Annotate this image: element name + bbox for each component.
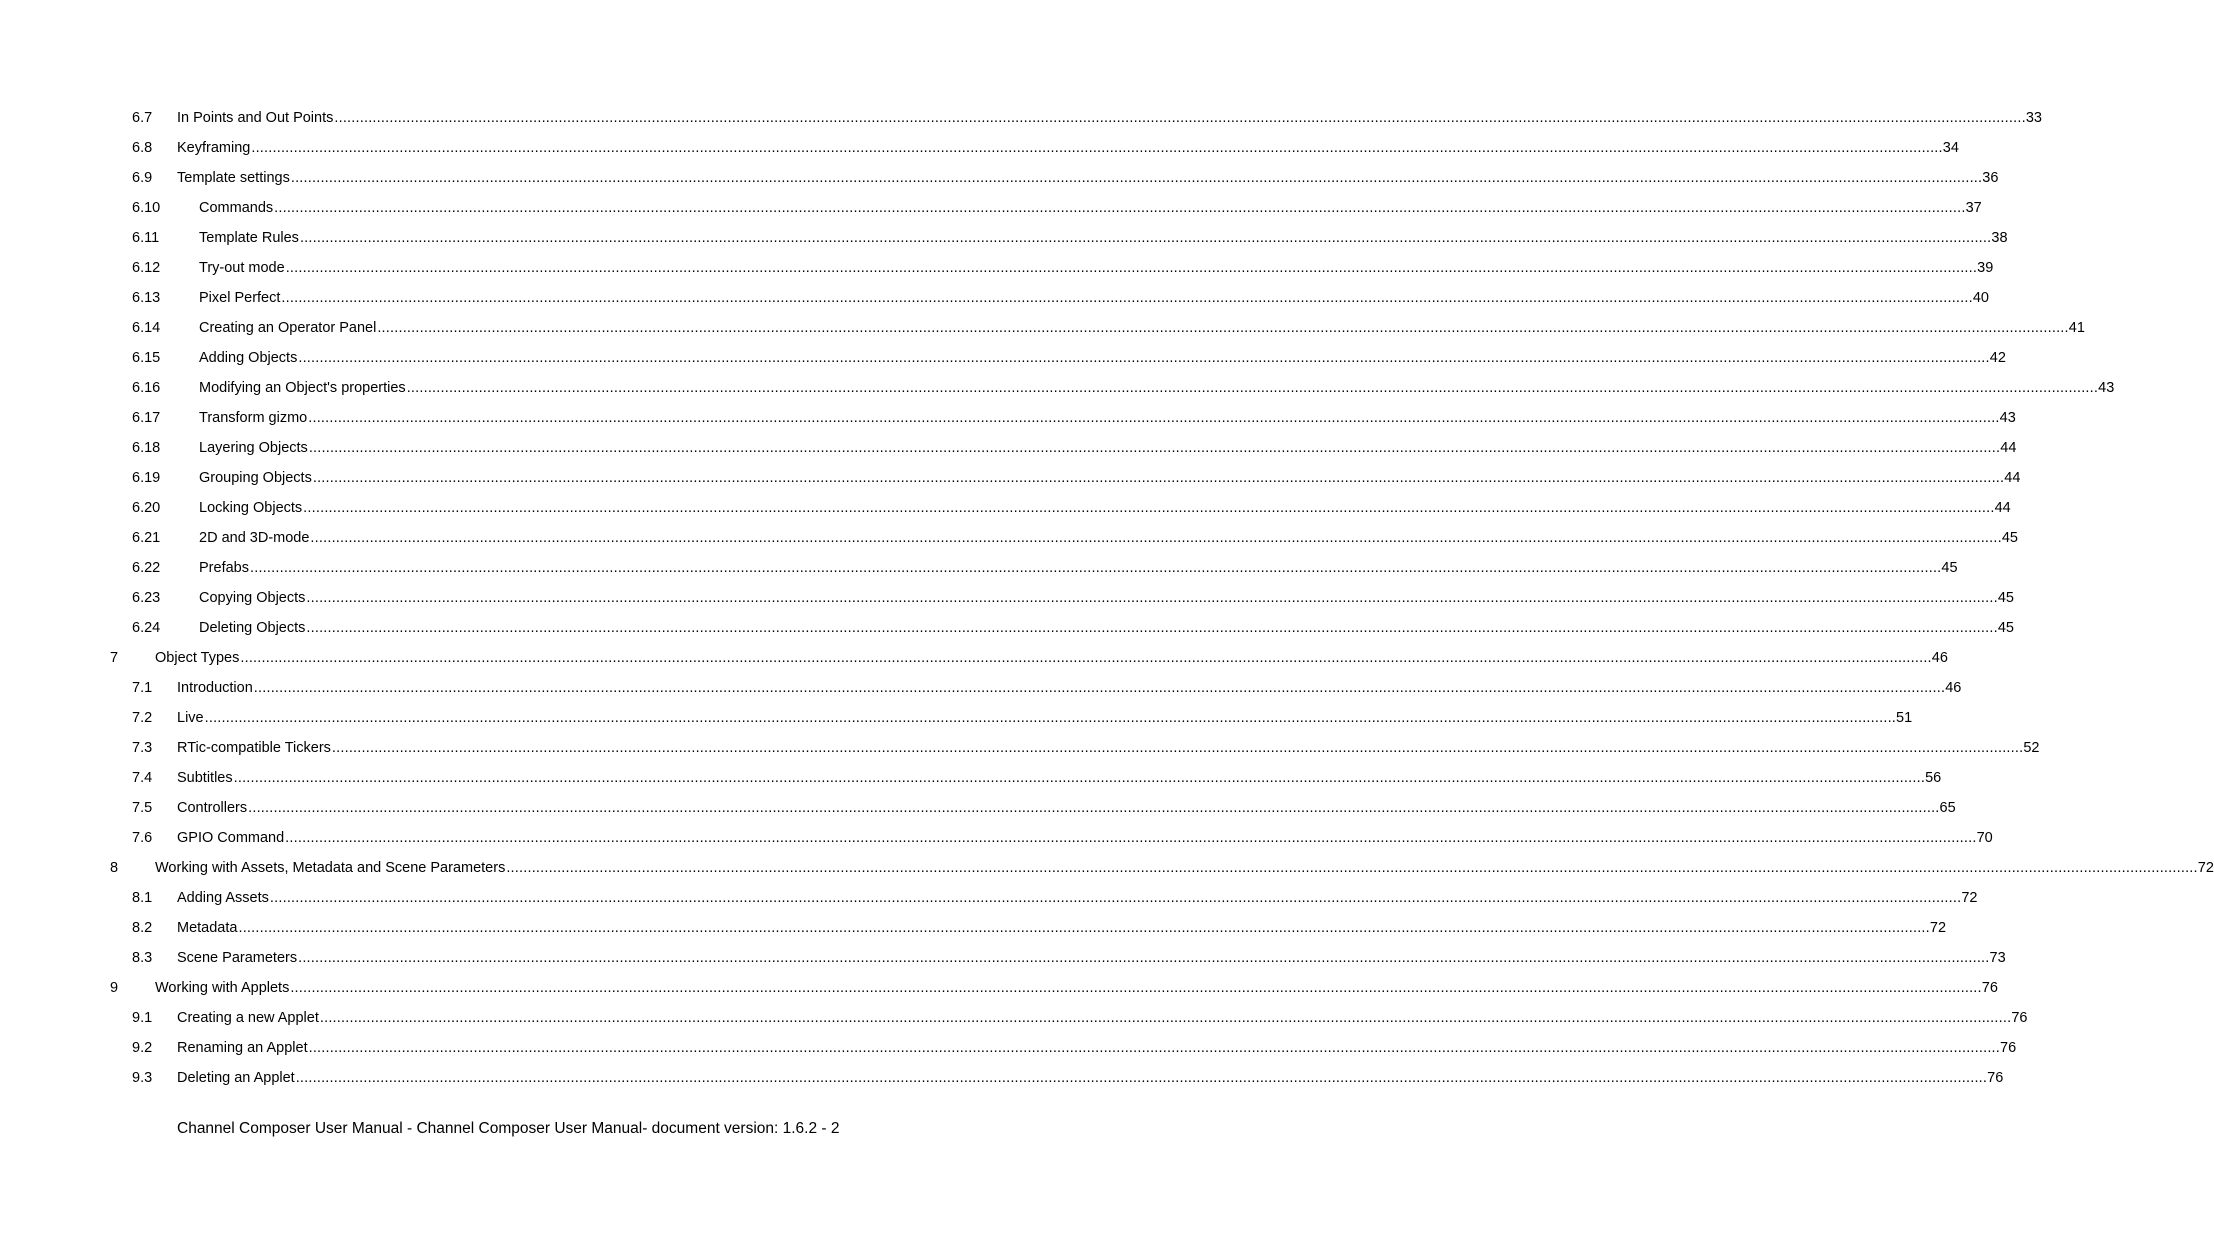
toc-entry-title[interactable]: 2D and 3D-mode [199, 530, 310, 546]
toc-entry[interactable] [0, 797, 1956, 827]
toc-dot-leader: ................................................................................................................................................................................................................................................................................................................................................................................................................ [303, 500, 1995, 516]
toc-entry-title[interactable]: Introduction [177, 680, 253, 696]
toc-entry-number: 8 [110, 860, 119, 876]
toc-entry-leader-line [177, 167, 1999, 189]
toc-entry-title[interactable]: Template settings [177, 170, 290, 186]
toc-dot-leader: ................................................................................................................................................................................................................................................................................................................................................................................................................ [295, 1070, 1988, 1086]
toc-dot-leader: ................................................................................................................................................................................................................................................................................................................................................................................................................ [308, 440, 2001, 456]
toc-entry-title[interactable]: Metadata [177, 920, 238, 936]
toc-entry-number: 7.3 [132, 740, 153, 756]
toc-entry-page-number[interactable]: 45 [1997, 620, 2014, 636]
toc-entry-title[interactable]: Working with Applets [155, 980, 290, 996]
toc-entry[interactable] [0, 407, 2016, 437]
toc-dot-leader: ................................................................................................................................................................................................................................................................................................................................................................................................................ [204, 710, 1897, 726]
toc-entry[interactable] [0, 287, 1989, 317]
toc-entry[interactable] [0, 767, 1942, 797]
toc-entry-leader-line [199, 317, 2085, 339]
page-footer: Channel Composer User Manual - Channel Composer User Manual- document version: 1.6.2 - 2 [177, 1120, 840, 1137]
toc-entry-leader-line [177, 917, 1947, 939]
toc-entry-leader-line [199, 347, 2006, 369]
toc-entry-number: 6.19 [132, 470, 161, 486]
toc-entry-title[interactable]: Prefabs [199, 560, 249, 576]
toc-entry-leader-line [177, 677, 1962, 699]
toc-entry-number: 6.14 [132, 320, 161, 336]
toc-entry[interactable] [0, 1007, 2028, 1037]
toc-entry-leader-line [199, 527, 2018, 549]
toc-dot-leader: ................................................................................................................................................................................................................................................................................................................................................................................................................ [306, 620, 1998, 636]
toc-entry-page-number[interactable]: 76 [1981, 980, 1998, 996]
toc-entry-title[interactable]: Object Types [155, 650, 240, 666]
toc-entry[interactable] [0, 737, 2040, 767]
toc-entry[interactable] [0, 827, 1993, 857]
toc-entry-leader-line [199, 287, 1989, 309]
toc-dot-leader: ................................................................................................................................................................................................................................................................................................................................................................................................................ [334, 110, 2026, 126]
toc-entry-number: 9.2 [132, 1040, 153, 1056]
toc-dot-leader: ................................................................................................................................................................................................................................................................................................................................................................................................................ [281, 290, 1973, 306]
toc-entry-leader-line [199, 227, 2008, 249]
toc-entry-page-number[interactable]: 40 [1972, 290, 1989, 306]
toc-entry-leader-line [177, 107, 2042, 129]
toc-entry[interactable] [0, 557, 1958, 587]
toc-entry-number: 9.3 [132, 1070, 153, 1086]
toc-entry-page-number[interactable]: 72 [2197, 860, 2214, 876]
toc-dot-leader: ................................................................................................................................................................................................................................................................................................................................................................................................................ [238, 920, 1930, 936]
toc-entry-leader-line [199, 197, 1982, 219]
toc-entry-title[interactable]: Live [177, 710, 204, 726]
toc-entry-page-number[interactable]: 38 [1991, 230, 2008, 246]
toc-entry-page-number[interactable]: 44 [2004, 470, 2021, 486]
toc-entry[interactable] [0, 167, 1999, 197]
toc-entry[interactable] [0, 227, 2008, 257]
toc-entry-title[interactable]: Controllers [177, 800, 248, 816]
toc-dot-leader: ................................................................................................................................................................................................................................................................................................................................................................................................................ [290, 170, 1983, 186]
toc-entry[interactable] [0, 497, 2011, 527]
toc-entry[interactable] [0, 317, 2085, 347]
toc-dot-leader: ................................................................................................................................................................................................................................................................................................................................................................................................................ [406, 380, 2099, 396]
toc-entry-number: 6.11 [132, 230, 160, 246]
toc-entry-page-number[interactable]: 76 [2000, 1040, 2017, 1056]
toc-entry[interactable] [0, 107, 2042, 137]
toc-entry-leader-line [177, 1037, 2017, 1059]
toc-entry-number: 6.13 [132, 290, 161, 306]
toc-entry-number: 7.6 [132, 830, 153, 846]
toc-entry-title[interactable]: RTic-compatible Tickers [177, 740, 331, 756]
toc-entry-title[interactable]: Subtitles [177, 770, 233, 786]
toc-entry-number: 6.7 [132, 110, 153, 126]
toc-entry-number: 6.16 [132, 380, 161, 396]
toc-entry-number: 6.18 [132, 440, 161, 456]
toc-entry-leader-line [199, 467, 2021, 489]
toc-entry-leader-line [177, 137, 1959, 159]
toc-entry-title[interactable]: Commands [199, 200, 274, 216]
toc-entry-page-number[interactable]: 45 [1941, 560, 1958, 576]
toc-entry-page-number[interactable]: 45 [1997, 590, 2014, 606]
toc-entry-page-number[interactable]: 44 [2000, 440, 2017, 456]
toc-entry-leader-line [177, 797, 1956, 819]
toc-entry-number: 9.1 [132, 1010, 153, 1026]
toc-entry-number: 6.23 [132, 590, 161, 606]
toc-entry-page-number[interactable]: 44 [1994, 500, 2011, 516]
toc-entry-title[interactable]: Creating a new Applet [177, 1010, 319, 1026]
toc-dot-leader: ................................................................................................................................................................................................................................................................................................................................................................................................................ [285, 830, 1977, 846]
toc-entry-number: 7 [110, 650, 119, 666]
toc-entry[interactable] [0, 647, 1948, 677]
toc-entry-number: 6.21 [132, 530, 161, 546]
toc-entry-page-number[interactable]: 65 [1939, 800, 1956, 816]
toc-entry[interactable] [0, 347, 2006, 377]
toc-entry[interactable] [0, 977, 1998, 1007]
toc-entry-page-number[interactable]: 76 [1987, 1070, 2004, 1086]
toc-entry-leader-line [155, 647, 1948, 669]
toc-entry-leader-line [177, 947, 2006, 969]
toc-entry-title[interactable]: Template Rules [199, 230, 299, 246]
toc-entry-page-number[interactable]: 34 [1942, 140, 1959, 156]
toc-entry[interactable] [0, 197, 1982, 227]
toc-dot-leader: ................................................................................................................................................................................................................................................................................................................................................................................................................ [285, 260, 1978, 276]
toc-entry-number: 7.4 [132, 770, 153, 786]
toc-dot-leader: ................................................................................................................................................................................................................................................................................................................................................................................................................ [377, 320, 2069, 336]
toc-entry-leader-line [199, 407, 2016, 429]
toc-entry-page-number[interactable]: 33 [2025, 110, 2042, 126]
toc-entry[interactable] [0, 857, 2214, 887]
toc-entry-number: 6.20 [132, 500, 161, 516]
toc-entry-leader-line [199, 257, 1994, 279]
toc-dot-leader: ................................................................................................................................................................................................................................................................................................................................................................................................................ [310, 530, 2002, 546]
toc-entry-leader-line [155, 977, 1998, 999]
toc-entry-number: 6.22 [132, 560, 161, 576]
toc-dot-leader: ................................................................................................................................................................................................................................................................................................................................................................................................................ [248, 800, 1940, 816]
toc-entry-leader-line [199, 437, 2017, 459]
toc-dot-leader: ................................................................................................................................................................................................................................................................................................................................................................................................................ [298, 950, 1990, 966]
toc-entry-number: 6.17 [132, 410, 161, 426]
toc-entry-page-number[interactable]: 72 [1929, 920, 1947, 936]
toc-entry[interactable] [0, 707, 1913, 737]
toc-entry-number: 6.10 [132, 200, 161, 216]
toc-entry-title[interactable]: Renaming an Applet [177, 1040, 308, 1056]
toc-entry-leader-line [199, 617, 2014, 639]
toc-entry-title[interactable]: Scene Parameters [177, 950, 298, 966]
toc-entry-leader-line [177, 767, 1942, 789]
toc-entry-number: 6.15 [132, 350, 161, 366]
toc-entry-page-number[interactable]: 70 [1976, 830, 1993, 846]
toc-entry-number: 6.9 [132, 170, 153, 186]
toc-dot-leader: ................................................................................................................................................................................................................................................................................................................................................................................................................ [249, 560, 1942, 576]
toc-entry-title[interactable]: Copying Objects [199, 590, 306, 606]
toc-entry-leader-line [177, 827, 1993, 849]
toc-entry-leader-line [177, 1067, 2004, 1089]
table-of-contents [0, 107, 2214, 1097]
toc-entry[interactable] [0, 587, 2014, 617]
toc-entry-page-number[interactable]: 72 [1961, 890, 1978, 906]
toc-dot-leader: ................................................................................................................................................................................................................................................................................................................................................................................................................ [253, 680, 1946, 696]
toc-dot-leader: ................................................................................................................................................................................................................................................................................................................................................................................................................ [298, 350, 1990, 366]
toc-entry-page-number[interactable]: 56 [1925, 770, 1942, 786]
toc-entry[interactable] [0, 677, 1962, 707]
toc-entry[interactable] [0, 527, 2018, 557]
toc-entry-title[interactable]: In Points and Out Points [177, 110, 334, 126]
toc-dot-leader: ................................................................................................................................................................................................................................................................................................................................................................................................................ [308, 1040, 2001, 1056]
toc-entry-leader-line [177, 707, 1913, 729]
toc-entry[interactable] [0, 887, 1978, 917]
toc-entry-leader-line [177, 737, 2040, 759]
toc-entry-title[interactable]: Keyframing [177, 140, 251, 156]
toc-entry-title[interactable]: Adding Objects [199, 350, 298, 366]
toc-entry-title[interactable]: Transform gizmo [199, 410, 308, 426]
toc-entry-page-number[interactable]: 51 [1896, 710, 1913, 726]
toc-entry-page-number[interactable]: 39 [1977, 260, 1994, 276]
toc-entry-number: 8.3 [132, 950, 153, 966]
toc-entry-number: 7.2 [132, 710, 153, 726]
toc-entry-number: 6.8 [132, 140, 153, 156]
toc-entry[interactable] [0, 617, 2014, 647]
toc-entry-number: 7.5 [132, 800, 153, 816]
toc-entry[interactable] [0, 947, 2006, 977]
toc-dot-leader: ................................................................................................................................................................................................................................................................................................................................................................................................................ [312, 470, 2005, 486]
toc-entry-title[interactable]: Pixel Perfect [199, 290, 281, 306]
toc-entry[interactable] [0, 917, 1947, 947]
toc-entry-title[interactable]: Locking Objects [199, 500, 303, 516]
toc-entry-leader-line [199, 557, 1958, 579]
toc-entry-page-number[interactable]: 46 [1945, 680, 1962, 696]
toc-entry-title[interactable]: Modifying an Object's properties [199, 380, 406, 396]
toc-dot-leader: ................................................................................................................................................................................................................................................................................................................................................................................................................ [274, 200, 1966, 216]
toc-dot-leader: ................................................................................................................................................................................................................................................................................................................................................................................................................ [251, 140, 1943, 156]
toc-entry-page-number[interactable]: 45 [2001, 530, 2018, 546]
toc-entry-number: 8.2 [132, 920, 153, 936]
toc-entry-title[interactable]: GPIO Command [177, 830, 285, 846]
toc-entry-page-number[interactable]: 42 [1989, 350, 2006, 366]
toc-entry-page-number[interactable]: 43 [2098, 380, 2115, 396]
toc-entry[interactable] [0, 257, 1994, 287]
toc-entry-number: 7.1 [132, 680, 153, 696]
toc-entry-page-number[interactable]: 73 [1989, 950, 2006, 966]
toc-dot-leader: ................................................................................................................................................................................................................................................................................................................................................................................................................ [308, 410, 2000, 426]
toc-entry-page-number[interactable]: 76 [2011, 1010, 2028, 1026]
toc-entry[interactable] [0, 137, 1959, 167]
toc-entry[interactable] [0, 1067, 2004, 1097]
toc-entry-title[interactable]: Deleting an Applet [177, 1070, 295, 1086]
toc-entry-title[interactable]: Adding Assets [177, 890, 269, 906]
toc-entry[interactable] [0, 1037, 2017, 1067]
toc-entry-title[interactable]: Layering Objects [199, 440, 308, 456]
toc-entry-leader-line [199, 587, 2014, 609]
toc-dot-leader: ................................................................................................................................................................................................................................................................................................................................................................................................................ [319, 1010, 2012, 1026]
toc-entry-leader-line [199, 497, 2011, 519]
toc-dot-leader: ................................................................................................................................................................................................................................................................................................................................................................................................................ [306, 590, 1998, 606]
toc-dot-leader: ................................................................................................................................................................................................................................................................................................................................................................................................................ [299, 230, 1992, 246]
toc-entry[interactable] [0, 467, 2021, 497]
toc-entry[interactable] [0, 437, 2017, 467]
toc-dot-leader: ................................................................................................................................................................................................................................................................................................................................................................................................................ [240, 650, 1932, 666]
toc-entry-title[interactable]: Deleting Objects [199, 620, 306, 636]
toc-entry-page-number[interactable]: 36 [1982, 170, 1999, 186]
toc-entry-leader-line [177, 1007, 2028, 1029]
toc-entry-number: 6.24 [132, 620, 161, 636]
toc-entry-title[interactable]: Creating an Operator Panel [199, 320, 377, 336]
toc-dot-leader: ................................................................................................................................................................................................................................................................................................................................................................................................................ [269, 890, 1962, 906]
toc-entry-title[interactable]: Try-out mode [199, 260, 285, 276]
toc-entry-title[interactable]: Grouping Objects [199, 470, 312, 486]
toc-dot-leader: ................................................................................................................................................................................................................................................................................................................................................................................................................ [331, 740, 2024, 756]
toc-entry-leader-line [199, 377, 2115, 399]
toc-entry-page-number[interactable]: 52 [2023, 740, 2040, 756]
toc-dot-leader: ................................................................................................................................................................................................................................................................................................................................................................................................................ [233, 770, 1926, 786]
toc-entry-page-number[interactable]: 43 [1999, 410, 2016, 426]
toc-entry-number: 9 [110, 980, 119, 996]
toc-entry-number: 8.1 [132, 890, 153, 906]
toc-entry-number: 6.12 [132, 260, 161, 276]
toc-entry-title[interactable]: Working with Assets, Metadata and Scene Parameters [155, 860, 506, 876]
toc-entry[interactable] [0, 377, 2115, 407]
toc-entry-page-number[interactable]: 46 [1931, 650, 1948, 666]
toc-dot-leader: ................................................................................................................................................................................................................................................................................................................................................................................................................ [290, 980, 1982, 996]
toc-dot-leader: ................................................................................................................................................................................................................................................................................................................................................................................................................ [506, 860, 2198, 876]
toc-entry-page-number[interactable]: 37 [1965, 200, 1982, 216]
toc-entry-leader-line [155, 857, 2214, 879]
toc-entry-leader-line [177, 887, 1978, 909]
toc-entry-page-number[interactable]: 41 [2068, 320, 2085, 336]
